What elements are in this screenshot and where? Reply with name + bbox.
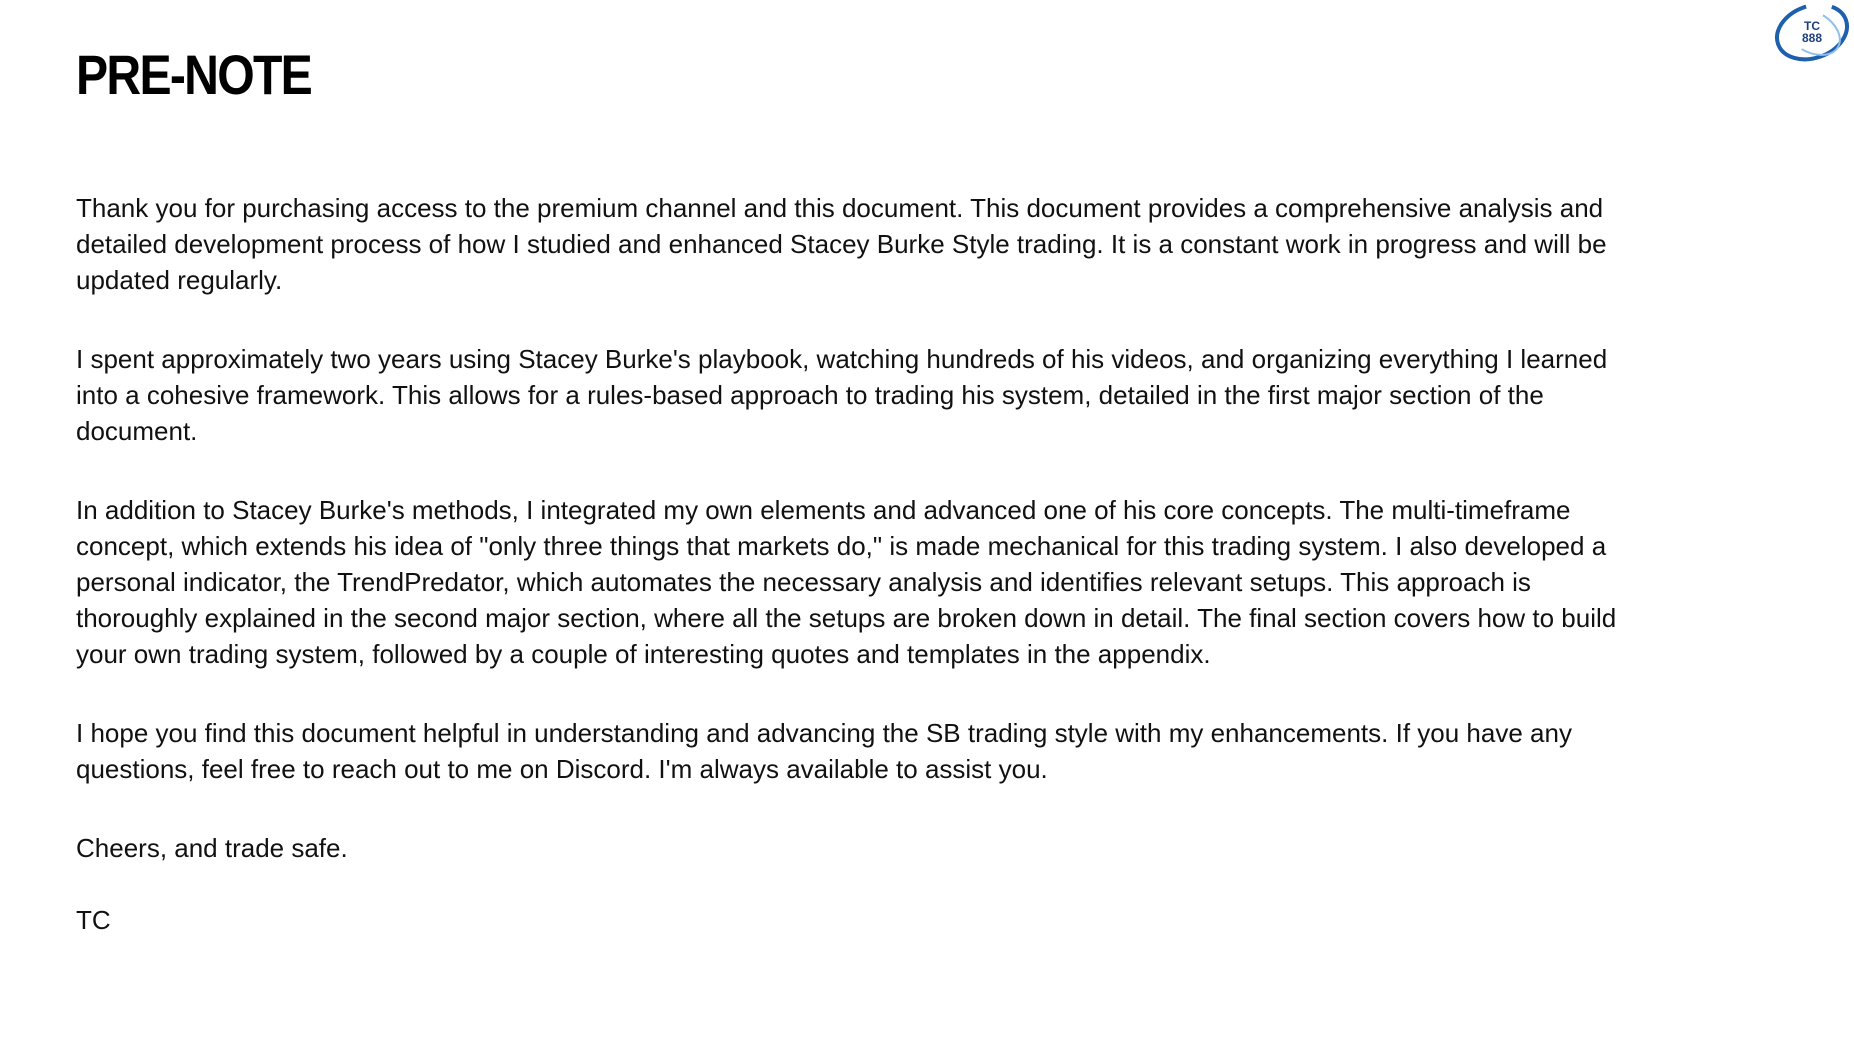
paragraph-hope: I hope you find this document helpful in understanding and advancing the SB trading style with my enhancements. If you have any questions, feel free to reach out to me on Discord. I'm always available to assist you. [76,718,1572,784]
closing-line: Cheers, and trade safe. [76,833,348,863]
logo-line2: 888 [1801,31,1823,45]
page-title: PRE-NOTE [76,43,312,106]
logo-line1: TC [1804,19,1820,33]
document-body [76,190,1636,974]
paragraph-background: I spent approximately two years using Stacey Burke's playbook, watching hundreds of his videos, and organizing everything I learned into a cohesive framework. This allows for a rules-based approach to trading his system, detailed in the first major section of the document. [76,344,1608,446]
paragraph-methods: In addition to Stacey Burke's methods, I integrated my own elements and advanced one of his core concepts. The multi-timeframe concept, which extends his idea of "only three things that markets do," is made mechanical for this trading system. I also developed a personal indicator, the TrendPredator, which automates the necessary analysis and identifies relevant setups. This approach is thoroughly explained in the second major section, where all the setups are broken down in detail. The final section covers how to build your own trading system, followed by a couple of interesting quotes and templates in the appendix. [76,495,1617,669]
paragraph-intro: Thank you for purchasing access to the premium channel and this document. This document provides a comprehensive analysis and detailed development process of how I studied and enhanced Stacey Burke Style trading. It is a constant work in progress and will be updated regularly. [76,193,1607,295]
logo-icon [1772,0,1854,64]
tc888-logo [1772,0,1854,64]
signature: TC [76,905,111,935]
